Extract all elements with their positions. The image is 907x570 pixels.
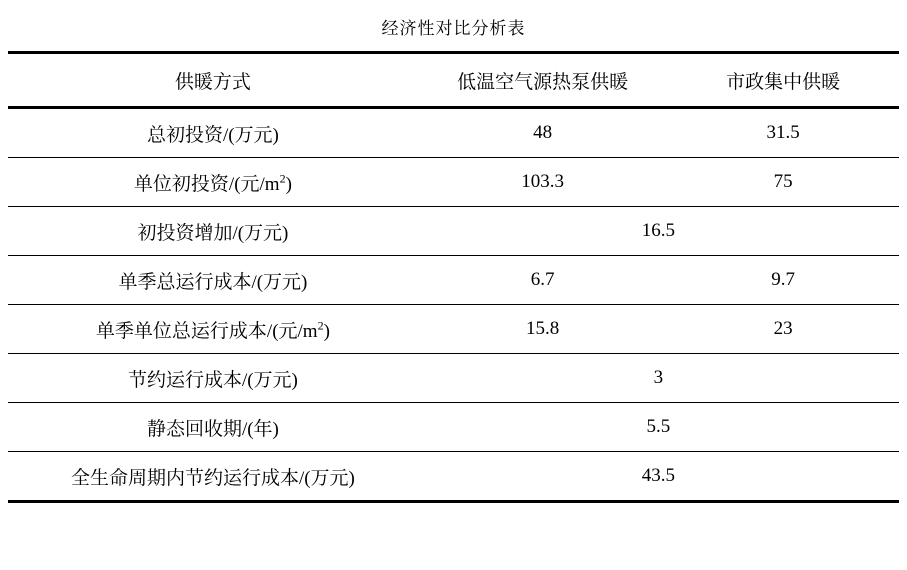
- table-title: 经济性对比分析表: [381, 19, 526, 38]
- economic-comparison-table: [8, 51, 899, 503]
- table-row: [8, 108, 899, 158]
- table-row: [8, 354, 899, 403]
- row-label-prefix: 单位初投资/(元/m: [133, 173, 280, 195]
- row-value-merged: 43.5: [418, 452, 899, 502]
- row-label: [8, 305, 418, 354]
- row-label-suffix: ): [285, 173, 292, 195]
- table-row: [8, 158, 899, 207]
- table-row: [8, 403, 899, 452]
- row-value-district: 23: [667, 305, 899, 354]
- row-value-district: 9.7: [667, 256, 899, 305]
- row-value-district: 31.5: [667, 108, 899, 158]
- row-value-heatpump: 15.8: [418, 305, 667, 354]
- row-value-heatpump: 103.3: [418, 158, 667, 207]
- table-row: [8, 305, 899, 354]
- row-value-merged: 16.5: [418, 207, 899, 256]
- table-row: [8, 256, 899, 305]
- row-value-merged: 5.5: [418, 403, 899, 452]
- table-row: [8, 207, 899, 256]
- row-label: 节约运行成本/(万元): [8, 354, 418, 403]
- column-header-method: 供暖方式: [8, 53, 418, 108]
- row-value-heatpump: 48: [418, 108, 667, 158]
- row-value-district: 75: [667, 158, 899, 207]
- row-label-superscript: 2: [317, 318, 324, 333]
- row-label: 静态回收期/(年): [8, 403, 418, 452]
- table-row: [8, 452, 899, 502]
- row-value-heatpump: 6.7: [418, 256, 667, 305]
- row-label: [8, 158, 418, 207]
- column-header-district: 市政集中供暖: [667, 53, 899, 108]
- row-value-merged: 3: [418, 354, 899, 403]
- row-label: 单季总运行成本/(万元): [8, 256, 418, 305]
- table-header-row: [8, 53, 899, 108]
- row-label-superscript: 2: [279, 171, 286, 186]
- row-label-prefix: 单季单位总运行成本/(元/m: [95, 320, 318, 342]
- column-header-heatpump: 低温空气源热泵供暖: [418, 53, 667, 108]
- row-label-suffix: ): [323, 320, 330, 342]
- row-label: 初投资增加/(万元): [8, 207, 418, 256]
- row-label: 全生命周期内节约运行成本/(万元): [8, 452, 418, 502]
- row-label: 总初投资/(万元): [8, 108, 418, 158]
